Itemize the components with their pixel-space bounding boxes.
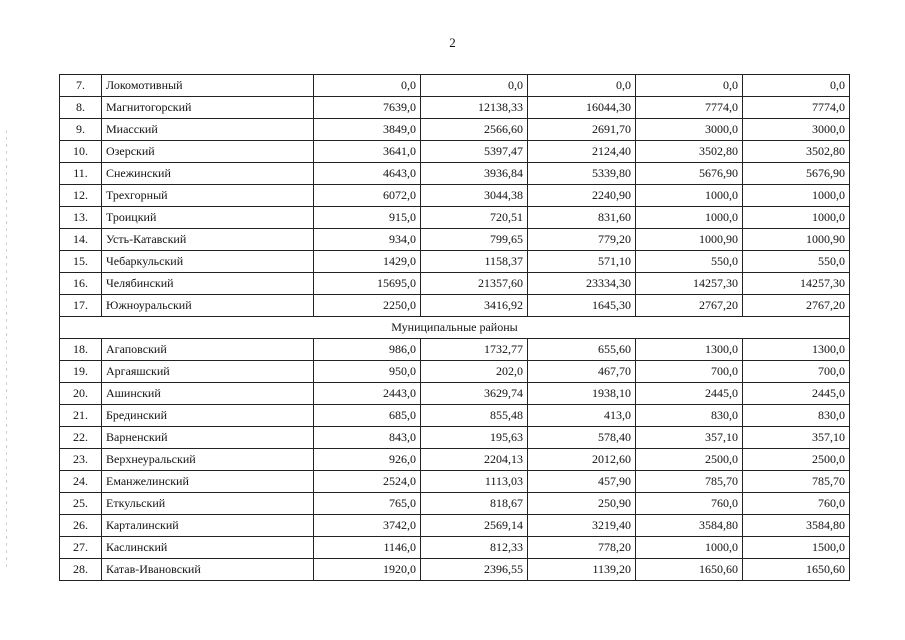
value-cell: 3629,74 [421, 383, 528, 405]
value-cell: 550,0 [743, 251, 850, 273]
value-cell: 3584,80 [636, 515, 743, 537]
district-name: Озерский [102, 141, 314, 163]
value-cell: 1732,77 [421, 339, 528, 361]
value-cell: 5339,80 [528, 163, 636, 185]
value-cell: 926,0 [314, 449, 421, 471]
value-cell: 1500,0 [743, 537, 850, 559]
value-cell: 855,48 [421, 405, 528, 427]
value-cell: 3000,0 [743, 119, 850, 141]
value-cell: 2445,0 [743, 383, 850, 405]
value-cell: 3044,38 [421, 185, 528, 207]
table-row [60, 449, 850, 471]
value-cell: 2524,0 [314, 471, 421, 493]
district-name: Южноуральский [102, 295, 314, 317]
value-cell: 2012,60 [528, 449, 636, 471]
district-name: Трехгорный [102, 185, 314, 207]
value-cell: 2566,60 [421, 119, 528, 141]
value-cell: 571,10 [528, 251, 636, 273]
value-cell: 2240,90 [528, 185, 636, 207]
value-cell: 3849,0 [314, 119, 421, 141]
value-cell: 1158,37 [421, 251, 528, 273]
row-number: 23. [60, 449, 102, 471]
table-row [60, 427, 850, 449]
district-name: Чебаркульский [102, 251, 314, 273]
value-cell: 1920,0 [314, 559, 421, 581]
value-cell: 7639,0 [314, 97, 421, 119]
district-name: Ашинский [102, 383, 314, 405]
table-row [60, 559, 850, 581]
table-row [60, 405, 850, 427]
district-name: Усть-Катавский [102, 229, 314, 251]
value-cell: 0,0 [421, 75, 528, 97]
value-cell: 4643,0 [314, 163, 421, 185]
value-cell: 700,0 [636, 361, 743, 383]
row-number: 8. [60, 97, 102, 119]
row-number: 20. [60, 383, 102, 405]
value-cell: 413,0 [528, 405, 636, 427]
table-row [60, 493, 850, 515]
value-cell: 2691,70 [528, 119, 636, 141]
value-cell: 1938,10 [528, 383, 636, 405]
value-cell: 3416,92 [421, 295, 528, 317]
value-cell: 785,70 [743, 471, 850, 493]
district-name: Агаповский [102, 339, 314, 361]
value-cell: 831,60 [528, 207, 636, 229]
value-cell: 3641,0 [314, 141, 421, 163]
value-cell: 685,0 [314, 405, 421, 427]
row-number: 17. [60, 295, 102, 317]
value-cell: 7774,0 [743, 97, 850, 119]
table-row [60, 339, 850, 361]
district-name: Верхнеуральский [102, 449, 314, 471]
table-row [60, 295, 850, 317]
value-cell: 1300,0 [636, 339, 743, 361]
value-cell: 15695,0 [314, 273, 421, 295]
row-number: 15. [60, 251, 102, 273]
table-row [60, 273, 850, 295]
value-cell: 2445,0 [636, 383, 743, 405]
value-cell: 3000,0 [636, 119, 743, 141]
value-cell: 357,10 [636, 427, 743, 449]
value-cell: 2767,20 [636, 295, 743, 317]
row-number: 24. [60, 471, 102, 493]
value-cell: 1113,03 [421, 471, 528, 493]
value-cell: 250,90 [528, 493, 636, 515]
margin-scan-mark [6, 130, 7, 570]
row-number: 25. [60, 493, 102, 515]
value-cell: 578,40 [528, 427, 636, 449]
table-row [60, 471, 850, 493]
row-number: 12. [60, 185, 102, 207]
district-name: Брединский [102, 405, 314, 427]
value-cell: 2124,40 [528, 141, 636, 163]
municipal-districts-rows [60, 339, 850, 581]
row-number: 10. [60, 141, 102, 163]
value-cell: 21357,60 [421, 273, 528, 295]
value-cell: 1429,0 [314, 251, 421, 273]
municipal-data-table [59, 74, 850, 581]
row-number: 22. [60, 427, 102, 449]
district-name: Снежинский [102, 163, 314, 185]
district-name: Челябинский [102, 273, 314, 295]
value-cell: 2443,0 [314, 383, 421, 405]
value-cell: 357,10 [743, 427, 850, 449]
value-cell: 830,0 [743, 405, 850, 427]
value-cell: 1139,20 [528, 559, 636, 581]
row-number: 21. [60, 405, 102, 427]
value-cell: 2500,0 [636, 449, 743, 471]
value-cell: 3584,80 [743, 515, 850, 537]
table-row [60, 537, 850, 559]
table-row [60, 141, 850, 163]
value-cell: 202,0 [421, 361, 528, 383]
section-header-row [60, 317, 850, 339]
table-row [60, 383, 850, 405]
section-header: Муниципальные районы [60, 317, 850, 339]
section-header-group [60, 317, 850, 339]
value-cell: 6072,0 [314, 185, 421, 207]
value-cell: 0,0 [528, 75, 636, 97]
district-name: Еманжелинский [102, 471, 314, 493]
value-cell: 1000,0 [636, 537, 743, 559]
row-number: 11. [60, 163, 102, 185]
value-cell: 0,0 [743, 75, 850, 97]
row-number: 16. [60, 273, 102, 295]
value-cell: 3936,84 [421, 163, 528, 185]
value-cell: 2500,0 [743, 449, 850, 471]
district-name: Аргаяшский [102, 361, 314, 383]
value-cell: 950,0 [314, 361, 421, 383]
district-name: Карталинский [102, 515, 314, 537]
value-cell: 467,70 [528, 361, 636, 383]
table-row [60, 97, 850, 119]
district-name: Варненский [102, 427, 314, 449]
row-number: 7. [60, 75, 102, 97]
value-cell: 812,33 [421, 537, 528, 559]
district-name: Миасский [102, 119, 314, 141]
value-cell: 195,63 [421, 427, 528, 449]
value-cell: 1650,60 [743, 559, 850, 581]
value-cell: 760,0 [636, 493, 743, 515]
table-row [60, 251, 850, 273]
value-cell: 1000,90 [636, 229, 743, 251]
page-number: 2 [449, 35, 456, 50]
value-cell: 3502,80 [636, 141, 743, 163]
value-cell: 655,60 [528, 339, 636, 361]
value-cell: 1000,90 [743, 229, 850, 251]
table-row [60, 119, 850, 141]
value-cell: 5676,90 [636, 163, 743, 185]
value-cell: 915,0 [314, 207, 421, 229]
table-row [60, 75, 850, 97]
value-cell: 830,0 [636, 405, 743, 427]
value-cell: 5397,47 [421, 141, 528, 163]
value-cell: 23334,30 [528, 273, 636, 295]
value-cell: 934,0 [314, 229, 421, 251]
value-cell: 3742,0 [314, 515, 421, 537]
value-cell: 457,90 [528, 471, 636, 493]
value-cell: 7774,0 [636, 97, 743, 119]
value-cell: 14257,30 [743, 273, 850, 295]
value-cell: 700,0 [743, 361, 850, 383]
value-cell: 818,67 [421, 493, 528, 515]
value-cell: 3502,80 [743, 141, 850, 163]
value-cell: 2204,13 [421, 449, 528, 471]
row-number: 27. [60, 537, 102, 559]
value-cell: 1300,0 [743, 339, 850, 361]
value-cell: 0,0 [314, 75, 421, 97]
row-number: 19. [60, 361, 102, 383]
table-row [60, 515, 850, 537]
district-name: Еткульский [102, 493, 314, 515]
district-name: Магнитогорский [102, 97, 314, 119]
value-cell: 12138,33 [421, 97, 528, 119]
value-cell: 2250,0 [314, 295, 421, 317]
district-name: Троицкий [102, 207, 314, 229]
value-cell: 16044,30 [528, 97, 636, 119]
district-name: Катав-Ивановский [102, 559, 314, 581]
row-number: 28. [60, 559, 102, 581]
row-number: 18. [60, 339, 102, 361]
value-cell: 843,0 [314, 427, 421, 449]
value-cell: 799,65 [421, 229, 528, 251]
value-cell: 3219,40 [528, 515, 636, 537]
row-number: 14. [60, 229, 102, 251]
value-cell: 2569,14 [421, 515, 528, 537]
table-row [60, 207, 850, 229]
value-cell: 2767,20 [743, 295, 850, 317]
value-cell: 779,20 [528, 229, 636, 251]
value-cell: 720,51 [421, 207, 528, 229]
value-cell: 785,70 [636, 471, 743, 493]
value-cell: 1000,0 [743, 207, 850, 229]
row-number: 13. [60, 207, 102, 229]
value-cell: 5676,90 [743, 163, 850, 185]
value-cell: 14257,30 [636, 273, 743, 295]
row-number: 26. [60, 515, 102, 537]
value-cell: 0,0 [636, 75, 743, 97]
table-row [60, 163, 850, 185]
value-cell: 760,0 [743, 493, 850, 515]
row-number: 9. [60, 119, 102, 141]
table-row [60, 185, 850, 207]
table-row [60, 229, 850, 251]
value-cell: 765,0 [314, 493, 421, 515]
urban-districts-rows [60, 75, 850, 317]
value-cell: 1000,0 [743, 185, 850, 207]
value-cell: 1650,60 [636, 559, 743, 581]
value-cell: 986,0 [314, 339, 421, 361]
value-cell: 1146,0 [314, 537, 421, 559]
value-cell: 2396,55 [421, 559, 528, 581]
value-cell: 778,20 [528, 537, 636, 559]
value-cell: 1645,30 [528, 295, 636, 317]
district-name: Каслинский [102, 537, 314, 559]
value-cell: 1000,0 [636, 207, 743, 229]
value-cell: 550,0 [636, 251, 743, 273]
district-name: Локомотивный [102, 75, 314, 97]
value-cell: 1000,0 [636, 185, 743, 207]
table-row [60, 361, 850, 383]
